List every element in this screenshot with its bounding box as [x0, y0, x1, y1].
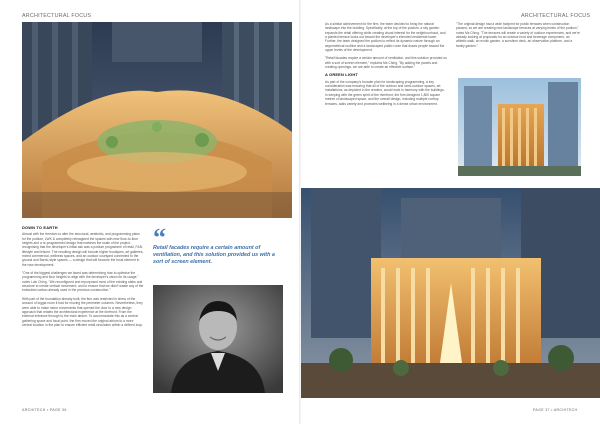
portrait-photo: [153, 285, 283, 393]
right-col2-body: "The original design had a wide footprint for public terraces when construction paused, so we are creating new landscape terraces at varying levels of the podium," notes Ms Ching. "The terraces will create a variety of outdoor experiences, and we're already looking at proposals for an outdoor food and beverage component, an athletic walk, an exotic garden, a sunshine deck, an observation platform, and a family garden.": [456, 22, 580, 48]
down-to-earth-subhead: DOWN TO EARTH: [22, 225, 58, 230]
left-section-label: ARCHITECTURAL FOCUS: [22, 13, 92, 19]
podium-aerial-render: [22, 22, 292, 218]
right-col1-body: As part of the company's broader plan for landscaping programming, a key consideration was ensuring that all of the outdoor and semi-outdoor spaces, art installations, as depicted in the renders, would work in harmony with the buildings. In keeping with the green spirit of the riverfront, the firm designed 1,800 square metres of landscaped space, and the overall design, including multiple rooftop terraces, adds variety and promotes wellbeing in a dense urban environment.: [325, 79, 445, 106]
left-paragraph: Almost with the freedom to alter the structural, aesthetic, and programming plans for the podium, LWK & completely reimagined the spaces with new floor-to-floor heights and a re-programmed design that matches the scale of the project, recognising that the developer's initial ask was a podium programme of retail, F&B, lifestyle and leisure. The resulting design will include higher boutiques, art galleries, mixed commercial, wellness spaces, and an outdoor courtyard connected to the ground and Barrio-style spaces — a design that will become the focal element in the new development.: [22, 232, 144, 267]
right-col1-quote: "Retail facades require a certain amount of ventilation, and this solution provided us with a sort of screen element," explains Ms Ching. "By adding the panels and creating openings, we are able to create an effective surface.": [325, 56, 447, 70]
right-column-two: [456, 22, 580, 52]
quote-mark-icon: “: [153, 223, 166, 252]
left-paragraph: With part of the foundation already built, the firm was restricted in terms of the amount of loggia room it had for moving the perimeter columns. Nevertheless, they were able to make minor movements that opened the door to a new design approach that relates the architectural experience at the forefront. From the external entrance through to the main atrium. To accommodate this as a central gathering space and focal point, the firm moved the original atrium to a more central location in the plan to ensure efficient retail circulation within a defined loop.: [22, 296, 143, 327]
left-article-column: [22, 226, 144, 331]
facade-daylight-render: [458, 78, 581, 176]
right-section-label: ARCHITECTURAL FOCUS: [521, 13, 591, 19]
right-column-one: [325, 22, 447, 110]
left-folio: ARCHITECH • PAGE 36: [22, 408, 67, 412]
right-col1-intro: As a similar achievement for the firm, the team decided to bring the natural landscape into the building. Specifically, at the top of the podium, a sky garden expands the retail offering while creating visual interest for the neighbourhood, and a planted terrace looks out toward the developer's intended residential tower. Further, the team designed the podium to reflect its dynamic nature through an asymmetrical roofline and a landscaped public route that draws people toward the upper levels of the development.: [325, 22, 446, 53]
plaza-night-render: [301, 188, 600, 398]
right-folio: PAGE 37 • ARCHITECH: [533, 408, 578, 412]
left-paragraph: "One of the biggest challenges we faced was determining how to optimise the programming and floor heights to align with the developer's vision for its usage," notes Lulu Ching. "We reconfigured and repurposed most of the existing slabs and structure to create vertical movement, and to ensure that we didn't waste any of the embodied carbon already used in the previous construction.": [22, 271, 144, 293]
green-light-subhead: A GREEN LIGHT: [325, 72, 358, 78]
pull-quote: Retail facades require a certain amount of ventilation, and this solution provided us with a sort of screen element.: [153, 245, 275, 266]
